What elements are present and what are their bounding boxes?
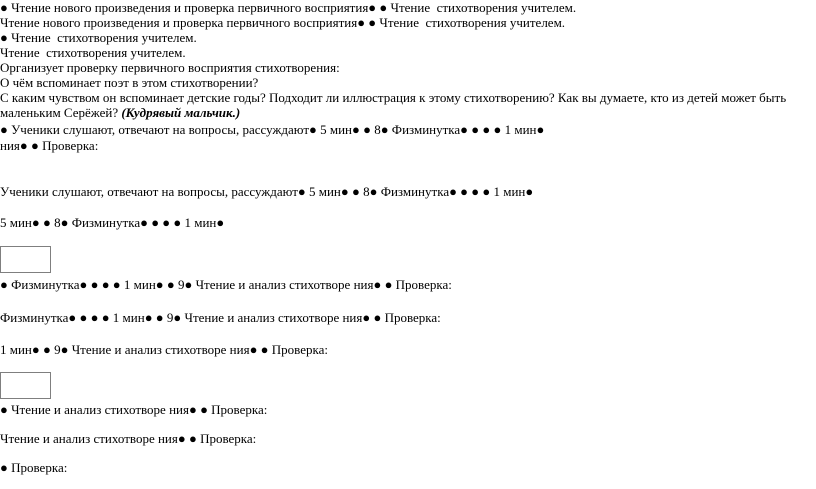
text-line-10 [0,138,98,154]
text-line-8 [0,105,240,121]
text-line-10-content: ния● ● Проверка: [0,138,99,153]
text-line-7-content: С каким чувством он вспоминает детские годы? Подходит ли иллюстрация к этому стихотворению? Как вы думаете, кто из детей может быть [0,90,787,105]
text-line-6 [0,75,258,91]
text-line-15-content: 1 мин● ● 9● Чтение и анализ стихотворе ния● ● Проверка: [0,342,328,357]
empty-frame-1 [0,246,51,273]
text-line-12 [0,215,224,231]
text-line-3-content: ● Чтение стихотворения учителем. [0,30,197,45]
text-line-2 [0,15,565,31]
text-line-12-content: 5 мин● ● 8● Физминутка● ● ● ● 1 мин● [0,215,225,230]
text-line-3 [0,30,197,46]
answer-italic: (Кудрявый мальчик.) [121,105,241,120]
text-line-14 [0,310,441,326]
text-line-14-content: Физминутка● ● ● ● 1 мин● ● 9● Чтение и анализ стихотворе ния● ● Проверка: [0,310,441,325]
text-line-9-content: ● Ученики слушают, отвечают на вопросы, рассуждают● 5 мин● ● 8● Физминутка● ● ● ● 1 мин● [0,122,545,137]
text-line-13 [0,277,452,293]
text-line-17-content: Чтение и анализ стихотворе ния● ● Проверка: [0,431,257,446]
text-line-16 [0,402,267,418]
text-line-5-content: Организует проверку первичного восприятия стихотворения: [0,60,340,75]
text-line-9 [0,122,544,138]
text-line-5 [0,60,340,76]
text-line-4-content: Чтение стихотворения учителем. [0,45,186,60]
text-line-7 [0,90,786,106]
text-line-1 [0,0,576,16]
text-line-16-content: ● Чтение и анализ стихотворе ния● ● Проверка: [0,402,268,417]
text-line-11 [0,184,533,200]
text-line-2-content: Чтение нового произведения и проверка первичного восприятия● ● Чтение стихотворения учителем. [0,15,566,30]
text-line-11-content: Ученики слушают, отвечают на вопросы, рассуждают● 5 мин● ● 8● Физминутка● ● ● ● 1 мин● [0,184,534,199]
text-line-17 [0,431,256,447]
text-line-4 [0,45,186,61]
text-line-18-content: ● Проверка: [0,460,68,475]
text-line-8-content: маленьким Серёжей? [0,105,122,120]
empty-frame-2 [0,372,51,399]
text-line-1-content: ● Чтение нового произведения и проверка первичного восприятия● ● Чтение стихотворения учителем. [0,0,577,15]
text-line-6-content: О чём вспоминает поэт в этом стихотворении? [0,75,259,90]
text-line-15 [0,342,328,358]
text-line-13-content: ● Физминутка● ● ● ● 1 мин● ● 9● Чтение и анализ стихотворе ния● ● Проверка: [0,277,452,292]
text-line-18 [0,460,67,476]
